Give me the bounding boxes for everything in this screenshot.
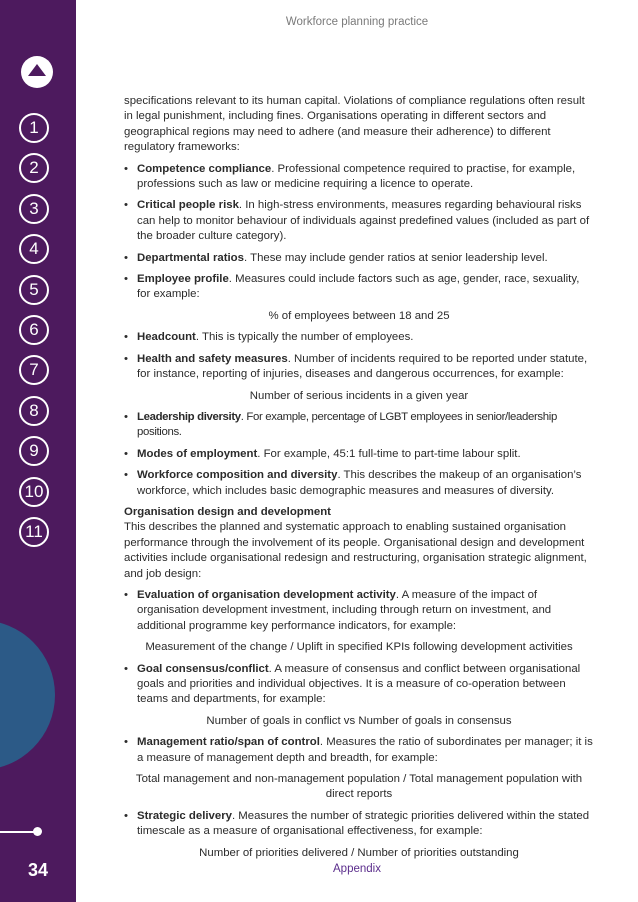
section-link-6[interactable]: 6 bbox=[19, 315, 49, 345]
list-item: • Departmental ratios. These may include gender ratios at senior leadership level. bbox=[124, 251, 594, 266]
example-formula: Number of goals in conflict vs Number of goals in consensus bbox=[206, 714, 512, 727]
list-item: • Modes of employment. For example, 45:1 full-time to part-time labour split. bbox=[124, 447, 594, 462]
section-link-5[interactable]: 5 bbox=[19, 275, 49, 305]
running-header: Workforce planning practice bbox=[285, 16, 429, 28]
section-link-7[interactable]: 7 bbox=[19, 355, 49, 385]
up-arrow-icon bbox=[27, 63, 47, 82]
list-item: • Leadership diversity. For example, percentage of LGBT employees in senior/leadership positions. bbox=[124, 410, 594, 441]
list-item: • Headcount. This is typically the number of employees. bbox=[124, 330, 594, 345]
section-link-1[interactable]: 1 bbox=[19, 113, 49, 143]
section-link-2[interactable]: 2 bbox=[19, 153, 49, 183]
section-nav-list bbox=[19, 113, 49, 557]
list-item: • Workforce composition and diversity. This describes the makeup of an organisation’s workforce, which includes basic demographic measures and measures of diversity. bbox=[124, 468, 594, 499]
section-link-11[interactable]: 11 bbox=[19, 517, 49, 547]
list-item: • Employee profile. Measures could include factors such as age, gender, race, sexuality, for example: bbox=[124, 272, 594, 303]
list-item: • Health and safety measures. Number of incidents required to be reported under statute, for instance, reporting of injuries, diseases and dangerous occurrences, for example: bbox=[124, 352, 594, 383]
sidebar-nav bbox=[0, 0, 76, 902]
example-formula: Total management and non-management population / Total management population with direct reports bbox=[135, 773, 583, 801]
example-formula: Number of priorities delivered / Number of priorities outstanding bbox=[199, 846, 519, 859]
list-item: • Evaluation of organisation development activity. A measure of the impact of organisation development investment, including through return on investment, and additional programme key performance indicators, for example: bbox=[124, 588, 594, 634]
section-link-3[interactable]: 3 bbox=[19, 194, 49, 224]
list-item: • Competence compliance. Professional competence required to practise, for example, professions such as law or medicine requiring a licence to operate. bbox=[124, 162, 594, 193]
example-formula: Measurement of the change / Uplift in specified KPIs following development activities bbox=[145, 641, 573, 654]
section-heading: Organisation design and development bbox=[124, 505, 331, 518]
list-item: • Goal consensus/conflict. A measure of consensus and conflict between organisational goals and priorities and individual objectives. It is a measure of co-operation between teams and departments, for example: bbox=[124, 662, 594, 708]
page-number: 34 bbox=[27, 860, 49, 880]
section-link-9[interactable]: 9 bbox=[19, 436, 49, 466]
decorative-wave bbox=[0, 620, 55, 770]
main-content bbox=[124, 94, 594, 867]
back-to-top-button[interactable] bbox=[21, 56, 53, 88]
intro-paragraph: specifications relevant to its human capital. Violations of compliance regulations often result in legal punishment, including fines. Organisations operating in different sectors and geographical regions may need to adhere (and measure their adherence) to different regulatory frameworks: bbox=[124, 95, 585, 154]
list-item: • Critical people risk. In high-stress environments, measures regarding behavioural risks can help to monitor behaviour of individuals against predefined values (included as part of the broader culture category). bbox=[124, 198, 594, 244]
example-formula: % of employees between 18 and 25 bbox=[268, 309, 450, 322]
page-progress-dot bbox=[33, 827, 42, 836]
list-item: • Management ratio/span of control. Measures the ratio of subordinates per manager; it is a measure of management depth and breadth, for example: bbox=[124, 735, 594, 766]
example-formula: Number of serious incidents in a given year bbox=[249, 389, 469, 402]
section-link-4[interactable]: 4 bbox=[19, 234, 49, 264]
section-link-8[interactable]: 8 bbox=[19, 396, 49, 426]
list-item: • Strategic delivery. Measures the number of strategic priorities delivered within the stated timescale as a measure of organisational effectiveness, for example: bbox=[124, 809, 594, 840]
appendix-link[interactable]: Appendix bbox=[333, 863, 381, 875]
section-paragraph: This describes the planned and systematic approach to enabling sustained organisation performance through the involvement of its people. Organisational design and development activities include organisational redesign and restructuring, organisation strategic alignment, and job design: bbox=[124, 521, 587, 580]
page-progress-line bbox=[0, 831, 36, 833]
section-link-10[interactable]: 10 bbox=[19, 477, 49, 507]
